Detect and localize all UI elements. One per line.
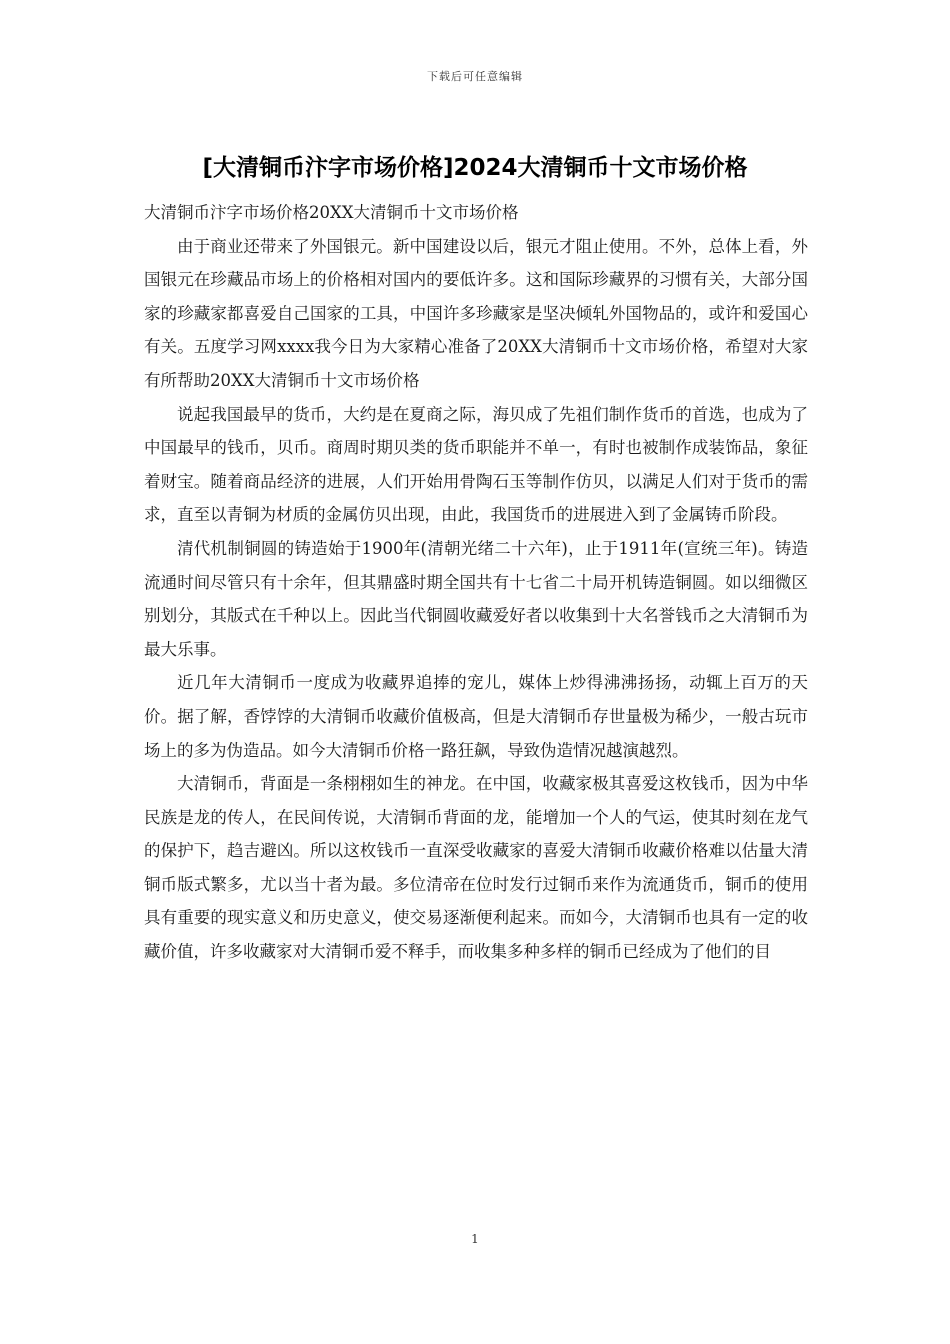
- page-header: 下载后可任意编辑: [427, 70, 523, 83]
- paragraph: 清代机制铜圆的铸造始于1900年(清朝光绪二十六年)，止于1911年(宣统三年)。铸造流通时间尽管只有十余年，但其鼎盛时期全国共有十七省二十局开机铸造铜圆。如以细微区别划分，其版式在千种以上。因此当代铜圆收藏爱好者以收集到十大名誉钱币之大清铜币为最大乐事。: [144, 538, 808, 659]
- paragraph: 近几年大清铜币一度成为收藏界追捧的宠儿，媒体上炒得沸沸扬扬，动辄上百万的天价。据了解，香饽饽的大清铜币收藏价值极高，但是大清铜币存世量极为稀少，一般古玩市场上的多为伪造品。如今大清铜币价格一路狂飙，导致伪造情况越演越烈。: [144, 673, 808, 760]
- paragraph: 大清铜币，背面是一条栩栩如生的神龙。在中国，收藏家极其喜爱这枚钱币，因为中华民族是龙的传人，在民间传说，大清铜币背面的龙，能增加一个人的气运，使其时刻在龙气的保护下，趋吉避凶。所以这枚钱币一直深受收藏家的喜爱大清铜币收藏价格难以估量大清铜币版式繁多，尤以当十者为最。多位清帝在位时发行过铜币来作为流通货币，铜币的使用具有重要的现实意义和历史意义，使交易逐渐便利起来。而如今，大清铜币也具有一定的收藏价值，许多收藏家对大清铜币爱不释手，而收集多种多样的铜币已经成为了他们的目: [144, 774, 808, 962]
- document-body: [144, 196, 808, 969]
- document-title: [大清铜币汴字市场价格]2024大清铜币十文市场价格: [202, 155, 748, 181]
- document-subtitle: 大清铜币汴字市场价格20XX大清铜币十文市场价格: [144, 203, 519, 222]
- paragraph: 由于商业还带来了外国银元。新中国建设以后，银元才阻止使用。不外，总体上看，外国银元在珍藏品市场上的价格相对国内的要低许多。这和国际珍藏界的习惯有关，大部分国家的珍藏家都喜爱自己国家的工具，中国许多珍藏家是坚决倾轧外国物品的，或许和爱国心有关。五度学习网xxxx我今日为大家精心准备了20XX大清铜币十文市场价格，希望对大家有所帮助20XX大清铜币十文市场价格: [144, 236, 808, 390]
- paragraph: 说起我国最早的货币，大约是在夏商之际，海贝成了先祖们制作货币的首选，也成为了中国最早的钱币，贝币。商周时期贝类的货币职能并不单一，有时也被制作成装饰品，象征着财宝。随着商品经济的进展，人们开始用骨陶石玉等制作仿贝，以满足人们对于货币的需求，直至以青铜为材质的金属仿贝出现，由此，我国货币的进展进入到了金属铸币阶段。: [144, 404, 808, 525]
- page-number: 1: [471, 1232, 479, 1246]
